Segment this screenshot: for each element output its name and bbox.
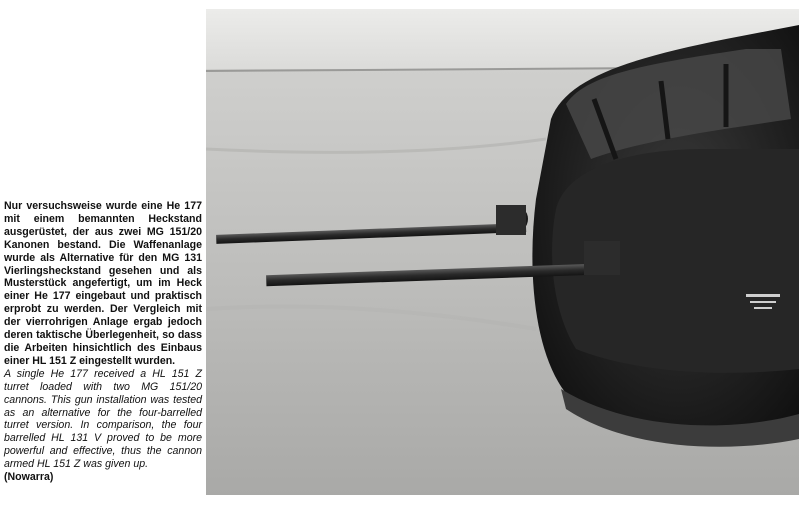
turret-photograph (206, 9, 799, 495)
photo-credit: (Nowarra) (4, 471, 54, 484)
caption-english: A single He 177 received a HL 151 Z turret loaded with two MG 151/20 cannons. This gun installation was tested as an alternative for the four-barrelled turret version. In comparison, the four barrelled HL 131 V proved to be more powerful and effective, thus the cannon armed HL 151 Z was given up. (4, 367, 202, 471)
caption-german: Nur versuchsweise wurde eine He 177 mit einem bemannten Heckstand ausgerüstet, der aus zwei MG 151/20 Kanonen bestand. Die Waffenanlage wurde als Alternative für den MG 131 Vierlingsheckstand gesehen und als Musterstück angefertigt, um im Heck einer He 177 eingebaut und praktisch erprobt zu werden. Der Vergleich mit der vierrohrigen Anlage ergab jedoch deren taktische Überlegenheit, so dass die Arbeiten hinsichtlich des Einbaus einer HL 151 Z eingestellt wurden. (4, 200, 202, 367)
photo-caption (4, 200, 202, 484)
